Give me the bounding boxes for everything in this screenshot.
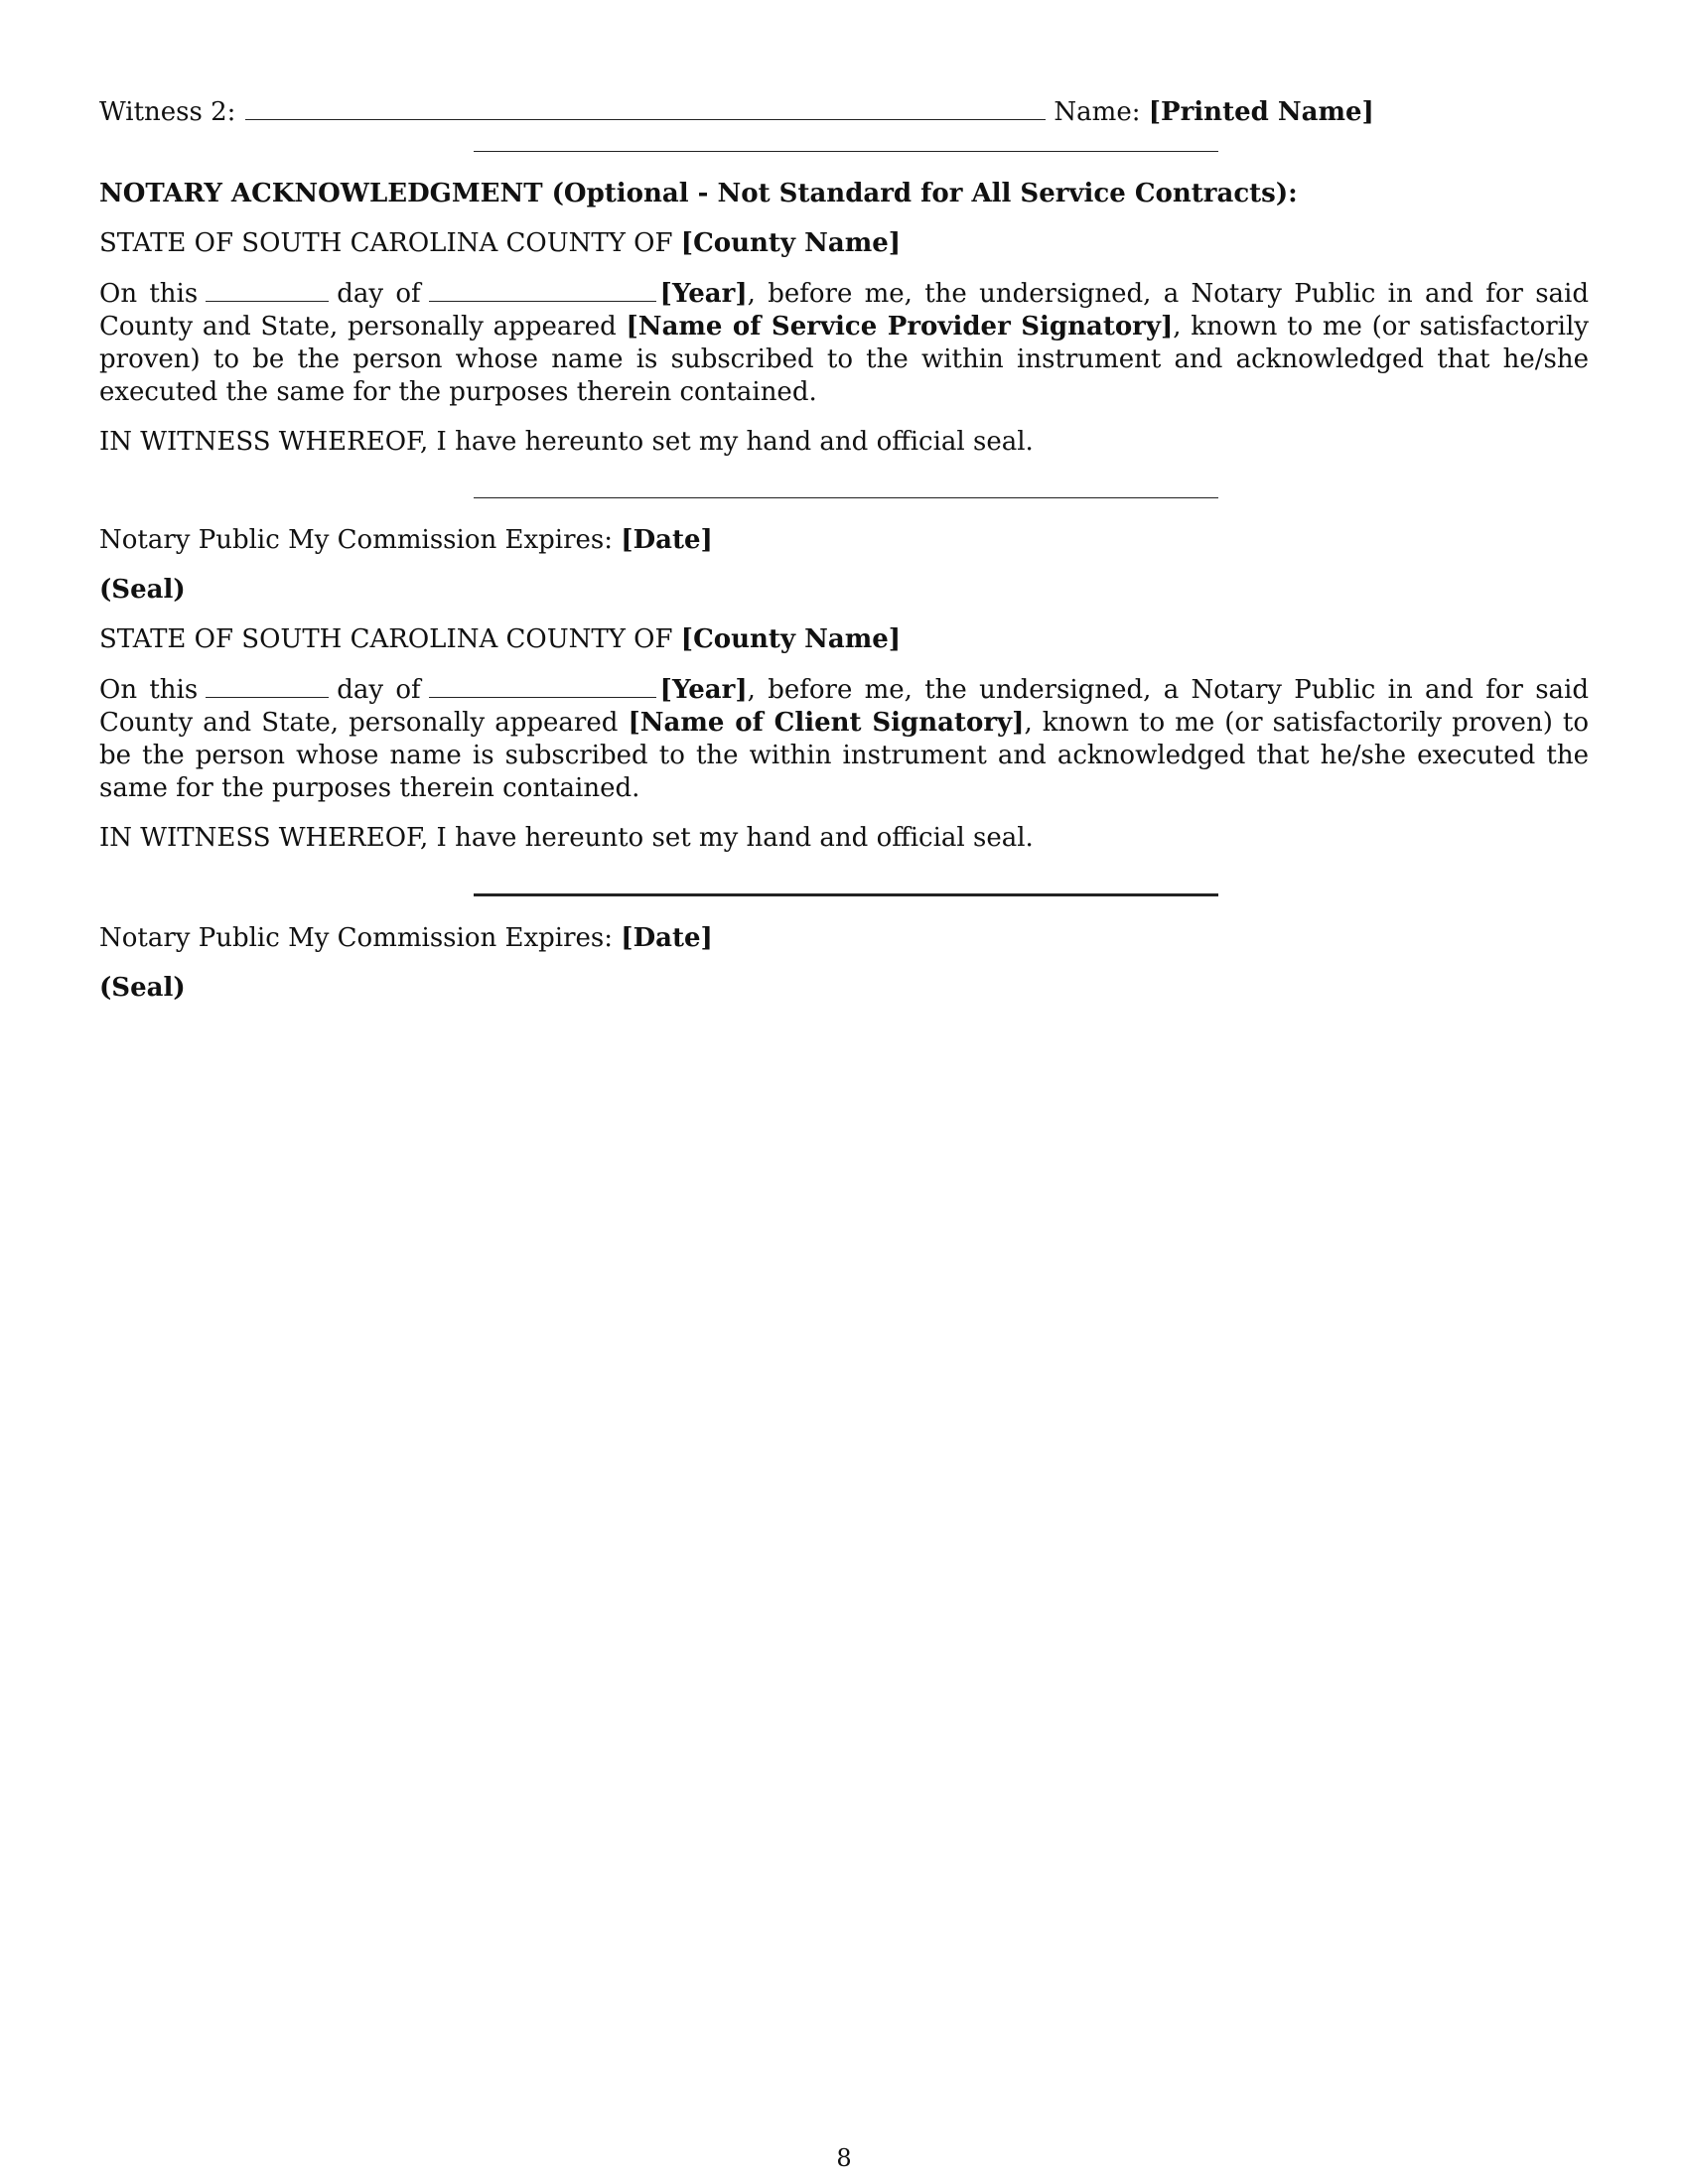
service-provider-signatory-placeholder: [Name of Service Provider Signatory] — [626, 312, 1174, 341]
signature-rule — [474, 151, 1218, 152]
on-this-text: On this — [99, 675, 199, 705]
acknowledgment-text-before: , before me, the undersigned, a Notary Public in and for said County and State, personally appeared — [99, 279, 1590, 341]
month-blank — [429, 673, 656, 698]
witness-whereof-text: IN WITNESS WHEREOF, I have hereunto set my hand and official seal. — [99, 427, 1034, 457]
acknowledgment-text-before: , before me, the undersigned, a Notary Public in and for said County and State, personally appeared — [99, 675, 1590, 738]
notary-signature-rule — [474, 497, 1218, 498]
on-this-text: On this — [99, 279, 199, 309]
state-county-line — [99, 227, 1589, 260]
date-placeholder: [Date] — [621, 923, 713, 953]
year-placeholder: [Year] — [659, 279, 748, 309]
witness-2-label: Witness 2: — [99, 97, 236, 127]
acknowledgment-text-after: , known to me (or satisfactorily proven) to be the person whose name is subscribed to the within instrument and acknowledged that he/she executed the same for the purposes therein contained. — [99, 312, 1589, 407]
state-county-text: STATE OF SOUTH CAROLINA COUNTY OF — [99, 228, 673, 258]
witness-2-signature-blank — [245, 95, 1046, 120]
day-of-text: day of — [337, 279, 421, 309]
seal-label — [99, 972, 1589, 1005]
witness-2-name-label: Name: — [1054, 97, 1141, 127]
witness-2-line — [99, 95, 1589, 129]
year-placeholder: [Year] — [659, 675, 748, 705]
acknowledgment-text-after: , known to me (or satisfactorily proven) to be the person whose name is subscribed to the within instrument and acknowledged that he/she executed the same for the purposes therein contained. — [99, 708, 1590, 803]
seal-label — [99, 574, 1589, 607]
state-county-line — [99, 623, 1589, 656]
county-name-placeholder: [County Name] — [680, 624, 902, 654]
commission-expires-text: Notary Public My Commission Expires: — [99, 525, 614, 555]
day-of-text: day of — [337, 675, 421, 705]
commission-expires-text: Notary Public My Commission Expires: — [99, 923, 614, 953]
acknowledgment-paragraph — [99, 673, 1589, 805]
document-page — [99, 95, 1589, 1022]
seal-text: (Seal) — [99, 575, 186, 605]
seal-text: (Seal) — [99, 973, 186, 1003]
client-signatory-placeholder: [Name of Client Signatory] — [628, 708, 1025, 738]
witness-2-printed-name: [Printed Name] — [1148, 97, 1374, 127]
county-name-placeholder: [County Name] — [680, 228, 902, 258]
state-county-text: STATE OF SOUTH CAROLINA COUNTY OF — [99, 624, 673, 654]
date-placeholder: [Date] — [621, 525, 713, 555]
notary-signature-rule — [474, 893, 1218, 896]
page-number: 8 — [836, 2144, 852, 2172]
witness-whereof-text: IN WITNESS WHEREOF, I have hereunto set my hand and official seal. — [99, 823, 1034, 853]
acknowledgment-paragraph — [99, 277, 1589, 409]
notary-heading: NOTARY ACKNOWLEDGMENT (Optional - Not Standard for All Service Contracts): — [99, 179, 1298, 208]
day-blank — [206, 673, 329, 698]
day-blank — [206, 277, 329, 302]
month-blank — [429, 277, 656, 302]
commission-line — [99, 922, 1589, 955]
commission-line — [99, 524, 1589, 557]
